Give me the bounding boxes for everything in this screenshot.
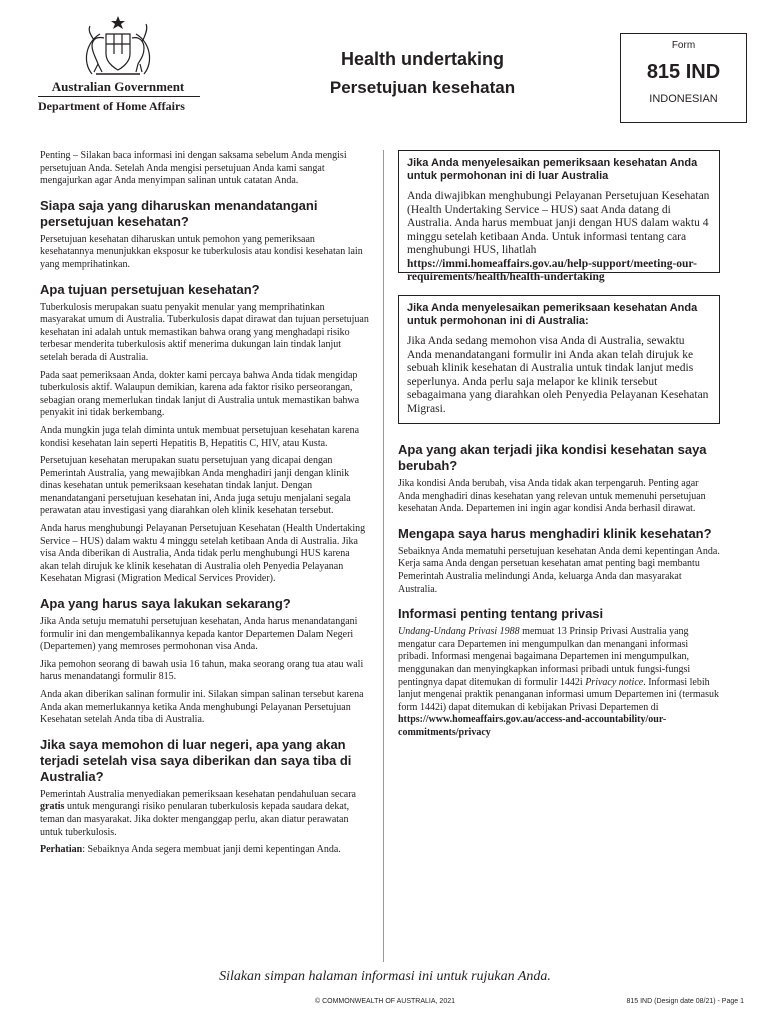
section-heading-condition-change: Apa yang akan terjadi jika kondisi kesehatan saya berubah? <box>398 442 707 473</box>
form-label: Form <box>671 40 696 51</box>
paragraph: Sebaiknya Anda mematuhi persetujuan kesehatan Anda demi kepentingan Anda. Kerja sama Anda dengan persetuan kesehatan amat penting bagi membantu Pemerintah Australia melindungi Anda, keluarga Anda dan masyarakat Australia. <box>398 545 720 595</box>
hus-link[interactable]: https://immi.homeaffairs.gov.au/help-support/meeting-our-requirements/health/health-undertaking <box>407 257 697 283</box>
paragraph: Persetujuan kesehatan diharuskan untuk pemohon yang pemeriksaan kesehatannya menunjukkan eksposur ke tuberkulosis atau kondisi kesehatan lain yang memprihatinkan. <box>40 233 363 270</box>
paragraph: Anda mungkin juga telah diminta untuk membuat persetujuan kesehatan karena kondisi kesehatan lain seperti Hepatitis B, Hepatitis C, HIV, atau Kusta. <box>40 424 360 449</box>
paragraph: Jika Anda setuju mematuhi persetujuan kesehatan, Anda harus menandatangani formulir ini dan mengembalikannya kepada kantor Departemen Dalam Negeri (Departemen) yang memroses permohonan visa Anda. <box>40 616 358 653</box>
department-name: Department of Home Affairs <box>38 99 185 113</box>
section-heading-privacy: Informasi penting tentang privasi <box>398 606 604 622</box>
intro-text: Penting – Silakan baca informasi ini dengan saksama sebelum Anda mengisi persetujuan Anda. Setelah Anda mengisi persetujuan Anda kami sangat mengajurkan agar Anda menyimpan salinan untuk catatan Anda. <box>40 150 347 187</box>
form-id-box <box>620 33 747 123</box>
form-number: 815 IND <box>646 61 721 83</box>
box-text <box>407 190 711 285</box>
text-run: memuat 13 Prinsip Privasi Australia yang mengatur cara Departemen ini mengumpulkan dan menangani informasi pribadi. Informasi mengenai bagaimana Departemen ini mengumpulkan, menggunakan dan menyingkapkan informasi pribadi untuk fungsi-fungsi pentingnya dapat ditemukan di formulir 1442i <box>398 626 691 688</box>
title-english: Health undertaking <box>340 49 505 69</box>
form-language: INDONESIAN <box>649 93 718 105</box>
paragraph: Persetujuan kesehatan merupakan suatu persetujuan yang dicapai dengan Pemerintah Australia, yang mewajibkan Anda menghadiri janji dengan klinik dinas kesehatan untuk pemeriksaan kesehatan tindak lanjut. Dengan menandatangani persetujuan kesehatan ini, Anda juga setuju menjalani segala perawatan atau investigasi yang diarahkan oleh klinik kesehatan tersebut. <box>40 455 351 517</box>
privacy-link[interactable]: https://www.homeaffairs.gov.au/access-and-accountability/our-commitments/privacy <box>398 714 667 738</box>
text-run: Pemerintah Australia menyediakan pemeriksaan kesehatan pendahuluan secara <box>40 788 356 800</box>
paragraph: Anda harus menghubungi Pelayanan Persetujuan Kesehatan (Health Undertaking Service – HUS) dalam waktu 4 minggu setelah ketibaan Anda di Australia. Jika visa Anda diberikan di Australia, Anda tidak perlu menghubungi HUS karena akan telah dirujuk ke klinik kesehatan di Australia oleh Penyedia Pelayanan Kesehatan Migrasi (Migration Medical Services Provider). <box>40 523 366 585</box>
government-name: Australian Government <box>51 79 185 94</box>
section-heading-why-attend: Mengapa saya harus menghadiri klinik kesehatan? <box>398 525 712 541</box>
paragraph: Tuberkulosis merupakan suatu penyakit menular yang memprihatinkan masyarakat umum di Australia. Tuberkulosis dapat dirawat dan tujuan persetujuan kesehatan ini adalah untuk memastikan bahwa orang yang menghadapi risiko terbesar menderita tuberkulosis aktif menerima dukungan lain tindak lanjut setelah berada di Australia. <box>40 301 369 363</box>
text-run: Anda diwajibkan menghubungi Pelayanan Persetujuan Kesehatan (Health Undertaking Service – HUS) saat Anda datang di Australia. Anda harus membuat janji dengan HUS dalam waktu 4 minggu setelah ketibaan Anda. Untuk informasi tentang cara menghubungi HUS, lihatlah <box>407 190 710 256</box>
paragraph: Jika pemohon seorang di bawah usia 16 tahun, maka seorang orang tua atau wali harus menandatangi formulir 815. <box>40 658 364 683</box>
header-divider <box>38 96 200 97</box>
text-run-italic: Undang-Undang Privasi 1988 <box>398 626 520 638</box>
text-run-italic: Privacy notice <box>585 676 644 688</box>
box-heading: Jika Anda menyelesaikan pemeriksaan kesehatan Anda untuk permohonan ini di Australia: <box>407 302 698 327</box>
footer-note: Silakan simpan halaman informasi ini untuk rujukan Anda. <box>219 969 551 984</box>
title-indonesian: Persetujuan kesehatan <box>329 78 516 97</box>
text-run-bold: Perhatian <box>40 844 83 856</box>
text-run: untuk mengurangi risiko penularan tuberkulosis kepada saudara dekat, teman dan masyarakat. Jika dokter menganggap perlu, akan diatur perawatan untuk tuberkulosis. <box>40 801 350 838</box>
column-divider <box>383 150 384 962</box>
paragraph <box>398 626 720 739</box>
text-run: : Sebaiknya Anda segera membuat janji demi kepentingan Anda. <box>82 844 341 856</box>
section-heading-offshore: Jika saya memohon di luar negeri, apa yang akan terjadi setelah visa saya diberikan dan saya tiba di Australia? <box>40 736 352 784</box>
info-box-onshore <box>398 295 720 424</box>
box-text: Jika Anda sedang memohon visa Anda di Australia, sewaktu Anda menandatangani formulir ini Anda akan telah dirujuk ke sebuah klinik kesehatan di Australia untuk tindak lanjut medis seperlunya. Anda perlu saja melapor ke klinik tersebut sebagaimana yang diarahkan oleh Penyedia Pelayanan Kesehatan Migrasi. <box>407 335 709 415</box>
paragraph <box>40 789 370 839</box>
section-heading-what-now: Apa yang harus saya lakukan sekarang? <box>40 596 291 612</box>
box-heading: Jika Anda menyelesaikan pemeriksaan kesehatan Anda untuk permohonan ini di luar Australia <box>407 157 698 182</box>
info-box-offshore <box>398 150 720 283</box>
paragraph <box>40 844 370 857</box>
left-column <box>40 150 370 862</box>
right-column <box>398 150 720 745</box>
coat-of-arms-icon <box>62 14 174 80</box>
section-heading-who-signs: Siapa saja yang diharuskan menandatangani persetujuan kesehatan? <box>40 197 318 229</box>
paragraph: Pada saat pemeriksaan Anda, dokter kami percaya bahwa Anda tidak mengidap tuberkulosis aktif. Walaupun demikian, karena ada faktor risiko perseorangan, sebagian orang memerlukan tindak lanjut di Australia untuk memastikan bahwa penyakit ini tidak berkembang. <box>40 369 360 419</box>
section-heading-purpose: Apa tujuan persetujuan kesehatan? <box>40 281 260 297</box>
copyright-text: © COMMONWEALTH OF AUSTRALIA, 2021 <box>315 998 455 1005</box>
text-run-bold: gratis <box>40 801 65 813</box>
paragraph: Anda akan diberikan salinan formulir ini. Silakan simpan salinan tersebut karena Anda akan memerlukannya ketika Anda menghubungi Pelayanan Persetujuan Kesehatan setelah Anda tiba di Australia. <box>40 689 364 726</box>
page-identifier: 815 IND (Design date 08/21) - Page 1 <box>626 998 744 1005</box>
text-run: . Informasi lebih lanjut mengenai praktik penanganan informasi umum Departemen ini (termasuk form 1442i) dapat ditemukan di kebijakan Privasi Departemen di <box>398 676 720 713</box>
paragraph: Jika kondisi Anda berubah, visa Anda tidak akan terpengaruh. Penting agar Anda menghadiri dinas kesehatan yang relevan untuk memenuhi persetujuan kesehatan Anda. Departemen ini ingin agar kondisi Anda berhasil dirawat. <box>398 478 706 515</box>
